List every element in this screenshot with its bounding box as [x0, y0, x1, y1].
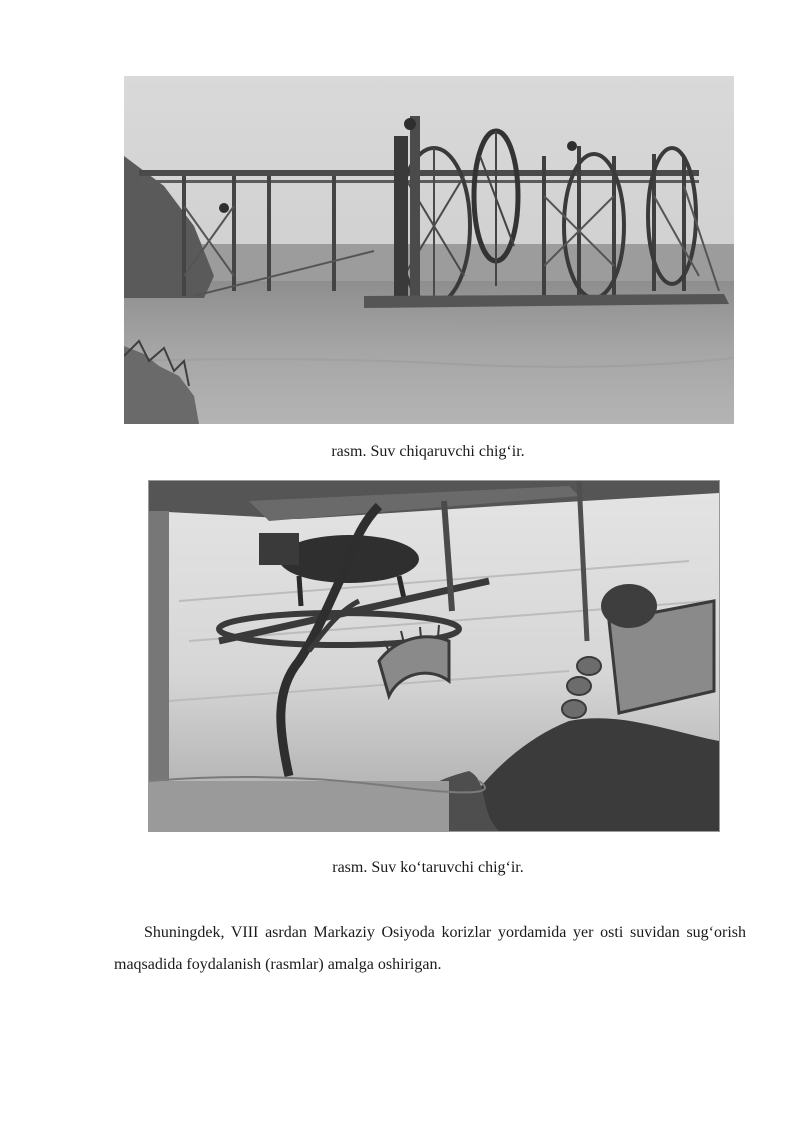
photo-water-raising-wheels — [124, 76, 734, 424]
figure-caption: rasm. Suv ko‘taruvchi chig‘ir. — [332, 859, 524, 876]
body-paragraph: Shuningdek, VIII asrdan Markaziy Osiyoda korizlar yordamida yer osti suvidan sug‘orish maqsadida foydalanish (rasmlar) amalga oshirigan. — [114, 924, 746, 973]
photo-water-lifting-wheel — [148, 480, 720, 832]
figure-caption: rasm. Suv chiqaruvchi chig‘ir. — [331, 443, 525, 460]
